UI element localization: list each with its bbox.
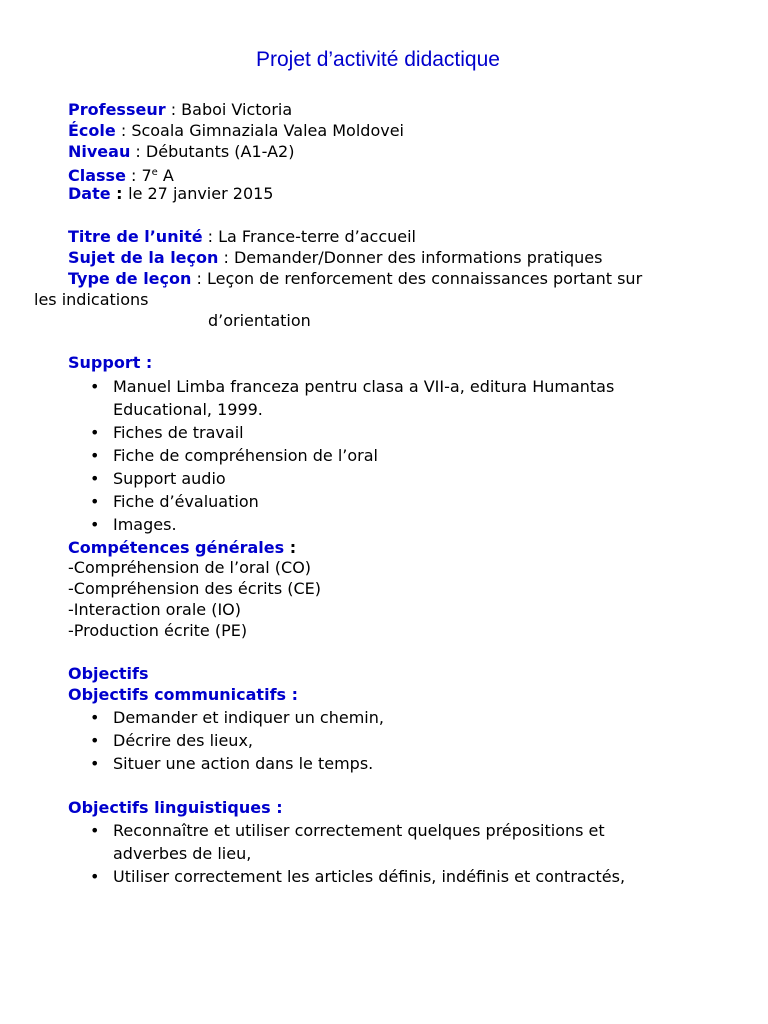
list-item-text: Educational, 1999. [113, 400, 263, 419]
bullet-icon: • [90, 377, 100, 396]
list-item [88, 865, 708, 888]
competences-heading-colon: : [284, 538, 297, 557]
info-value: le 27 janvier 2015 [128, 184, 274, 203]
info-professeur [68, 99, 292, 120]
list-item-text: Manuel Limba franceza pentru clasa a VII-a, editura Humantas [113, 377, 615, 396]
bullet-icon: • [90, 515, 100, 534]
list-item [88, 819, 708, 842]
info-suffix: A [157, 166, 174, 185]
bullet-icon: • [90, 423, 100, 442]
objectifs-linguistiques-list [88, 819, 708, 888]
info-value: Baboi Victoria [181, 100, 293, 119]
bullet-icon: • [90, 821, 100, 840]
list-item [88, 467, 708, 490]
info-superscript: e [151, 167, 158, 178]
info-niveau [68, 141, 294, 162]
support-list [88, 375, 708, 536]
lesson-label: Sujet de la leçon [68, 248, 219, 267]
info-label: Niveau [68, 142, 131, 161]
info-label: Professeur [68, 100, 166, 119]
lesson-sep: : [191, 269, 207, 288]
info-sep: : [115, 121, 132, 140]
list-item [88, 513, 708, 536]
info-label: Classe [68, 166, 126, 185]
list-item-text: Utiliser correctement les articles définis, indéfinis et contractés, [113, 867, 626, 886]
list-item-text: Situer une action dans le temps. [113, 754, 374, 773]
bullet-icon: • [90, 708, 100, 727]
lesson-type-continuation: les indications [34, 290, 149, 309]
info-sep: : [130, 142, 146, 161]
list-item [88, 752, 708, 775]
objectifs-linguistiques-heading: Objectifs linguistiques : [68, 798, 283, 817]
list-item-text: Fiche de compréhension de l’oral [113, 446, 378, 465]
competence-item: -Compréhension des écrits (CE) [68, 579, 322, 598]
list-item-text: Images. [113, 515, 177, 534]
lesson-titre [68, 226, 416, 247]
lesson-sujet [68, 247, 602, 268]
document-title: Projet d’activité didactique [256, 48, 500, 71]
list-item [88, 706, 708, 729]
lesson-type [68, 268, 642, 289]
bullet-icon: • [90, 492, 100, 511]
lesson-value: La France-terre d’accueil [218, 227, 416, 246]
info-sep: : [110, 184, 129, 203]
bullet-icon: • [90, 867, 100, 886]
list-item-text: Décrire des lieux, [113, 731, 253, 750]
info-value: 7 [141, 166, 152, 185]
lesson-sep: : [202, 227, 219, 246]
support-heading: Support : [68, 353, 153, 372]
list-item-text: Demander et indiquer un chemin, [113, 708, 384, 727]
info-label: École [68, 121, 116, 140]
lesson-label: Type de leçon [68, 269, 192, 288]
objectifs-heading: Objectifs [68, 664, 149, 683]
lesson-label: Titre de l’unité [68, 227, 203, 246]
list-item [88, 375, 708, 398]
competence-item: -Interaction orale (IO) [68, 600, 242, 619]
info-sep: : [125, 166, 142, 185]
lesson-value: Leçon de renforcement des connaissances portant sur [206, 269, 643, 288]
list-item [88, 729, 708, 752]
lesson-sep: : [218, 248, 234, 267]
competence-item: -Production écrite (PE) [68, 621, 248, 640]
bullet-icon: • [90, 754, 100, 773]
info-date [68, 183, 273, 204]
bullet-icon: • [90, 469, 100, 488]
info-value: Débutants (A1-A2) [145, 142, 295, 161]
competences-heading-text: Compétences générales [68, 538, 285, 557]
lesson-value: Demander/Donner des informations pratiques [233, 248, 603, 267]
lesson-type-continuation-indented: d’orientation [208, 311, 311, 330]
info-label: Date [68, 184, 111, 203]
objectifs-communicatifs-list [88, 706, 708, 775]
list-item-text: Reconnaître et utiliser correctement quelques prépositions et [113, 821, 605, 840]
list-item-text: Fiches de travail [113, 423, 244, 442]
competence-item: -Compréhension de l’oral (CO) [68, 558, 312, 577]
list-item-text: adverbes de lieu, [113, 844, 252, 863]
info-ecole [68, 120, 404, 141]
list-item-text: Fiche d’évaluation [113, 492, 259, 511]
list-item [88, 444, 708, 467]
objectifs-communicatifs-heading: Objectifs communicatifs : [68, 685, 299, 704]
list-item-continuation [88, 398, 708, 421]
info-value: Scoala Gimnaziala Valea Moldovei [131, 121, 404, 140]
info-sep: : [165, 100, 182, 119]
list-item [88, 421, 708, 444]
bullet-icon: • [90, 731, 100, 750]
list-item-continuation [88, 842, 708, 865]
list-item [88, 490, 708, 513]
bullet-icon: • [90, 446, 100, 465]
competences-heading [68, 537, 296, 558]
list-item-text: Support audio [113, 469, 226, 488]
